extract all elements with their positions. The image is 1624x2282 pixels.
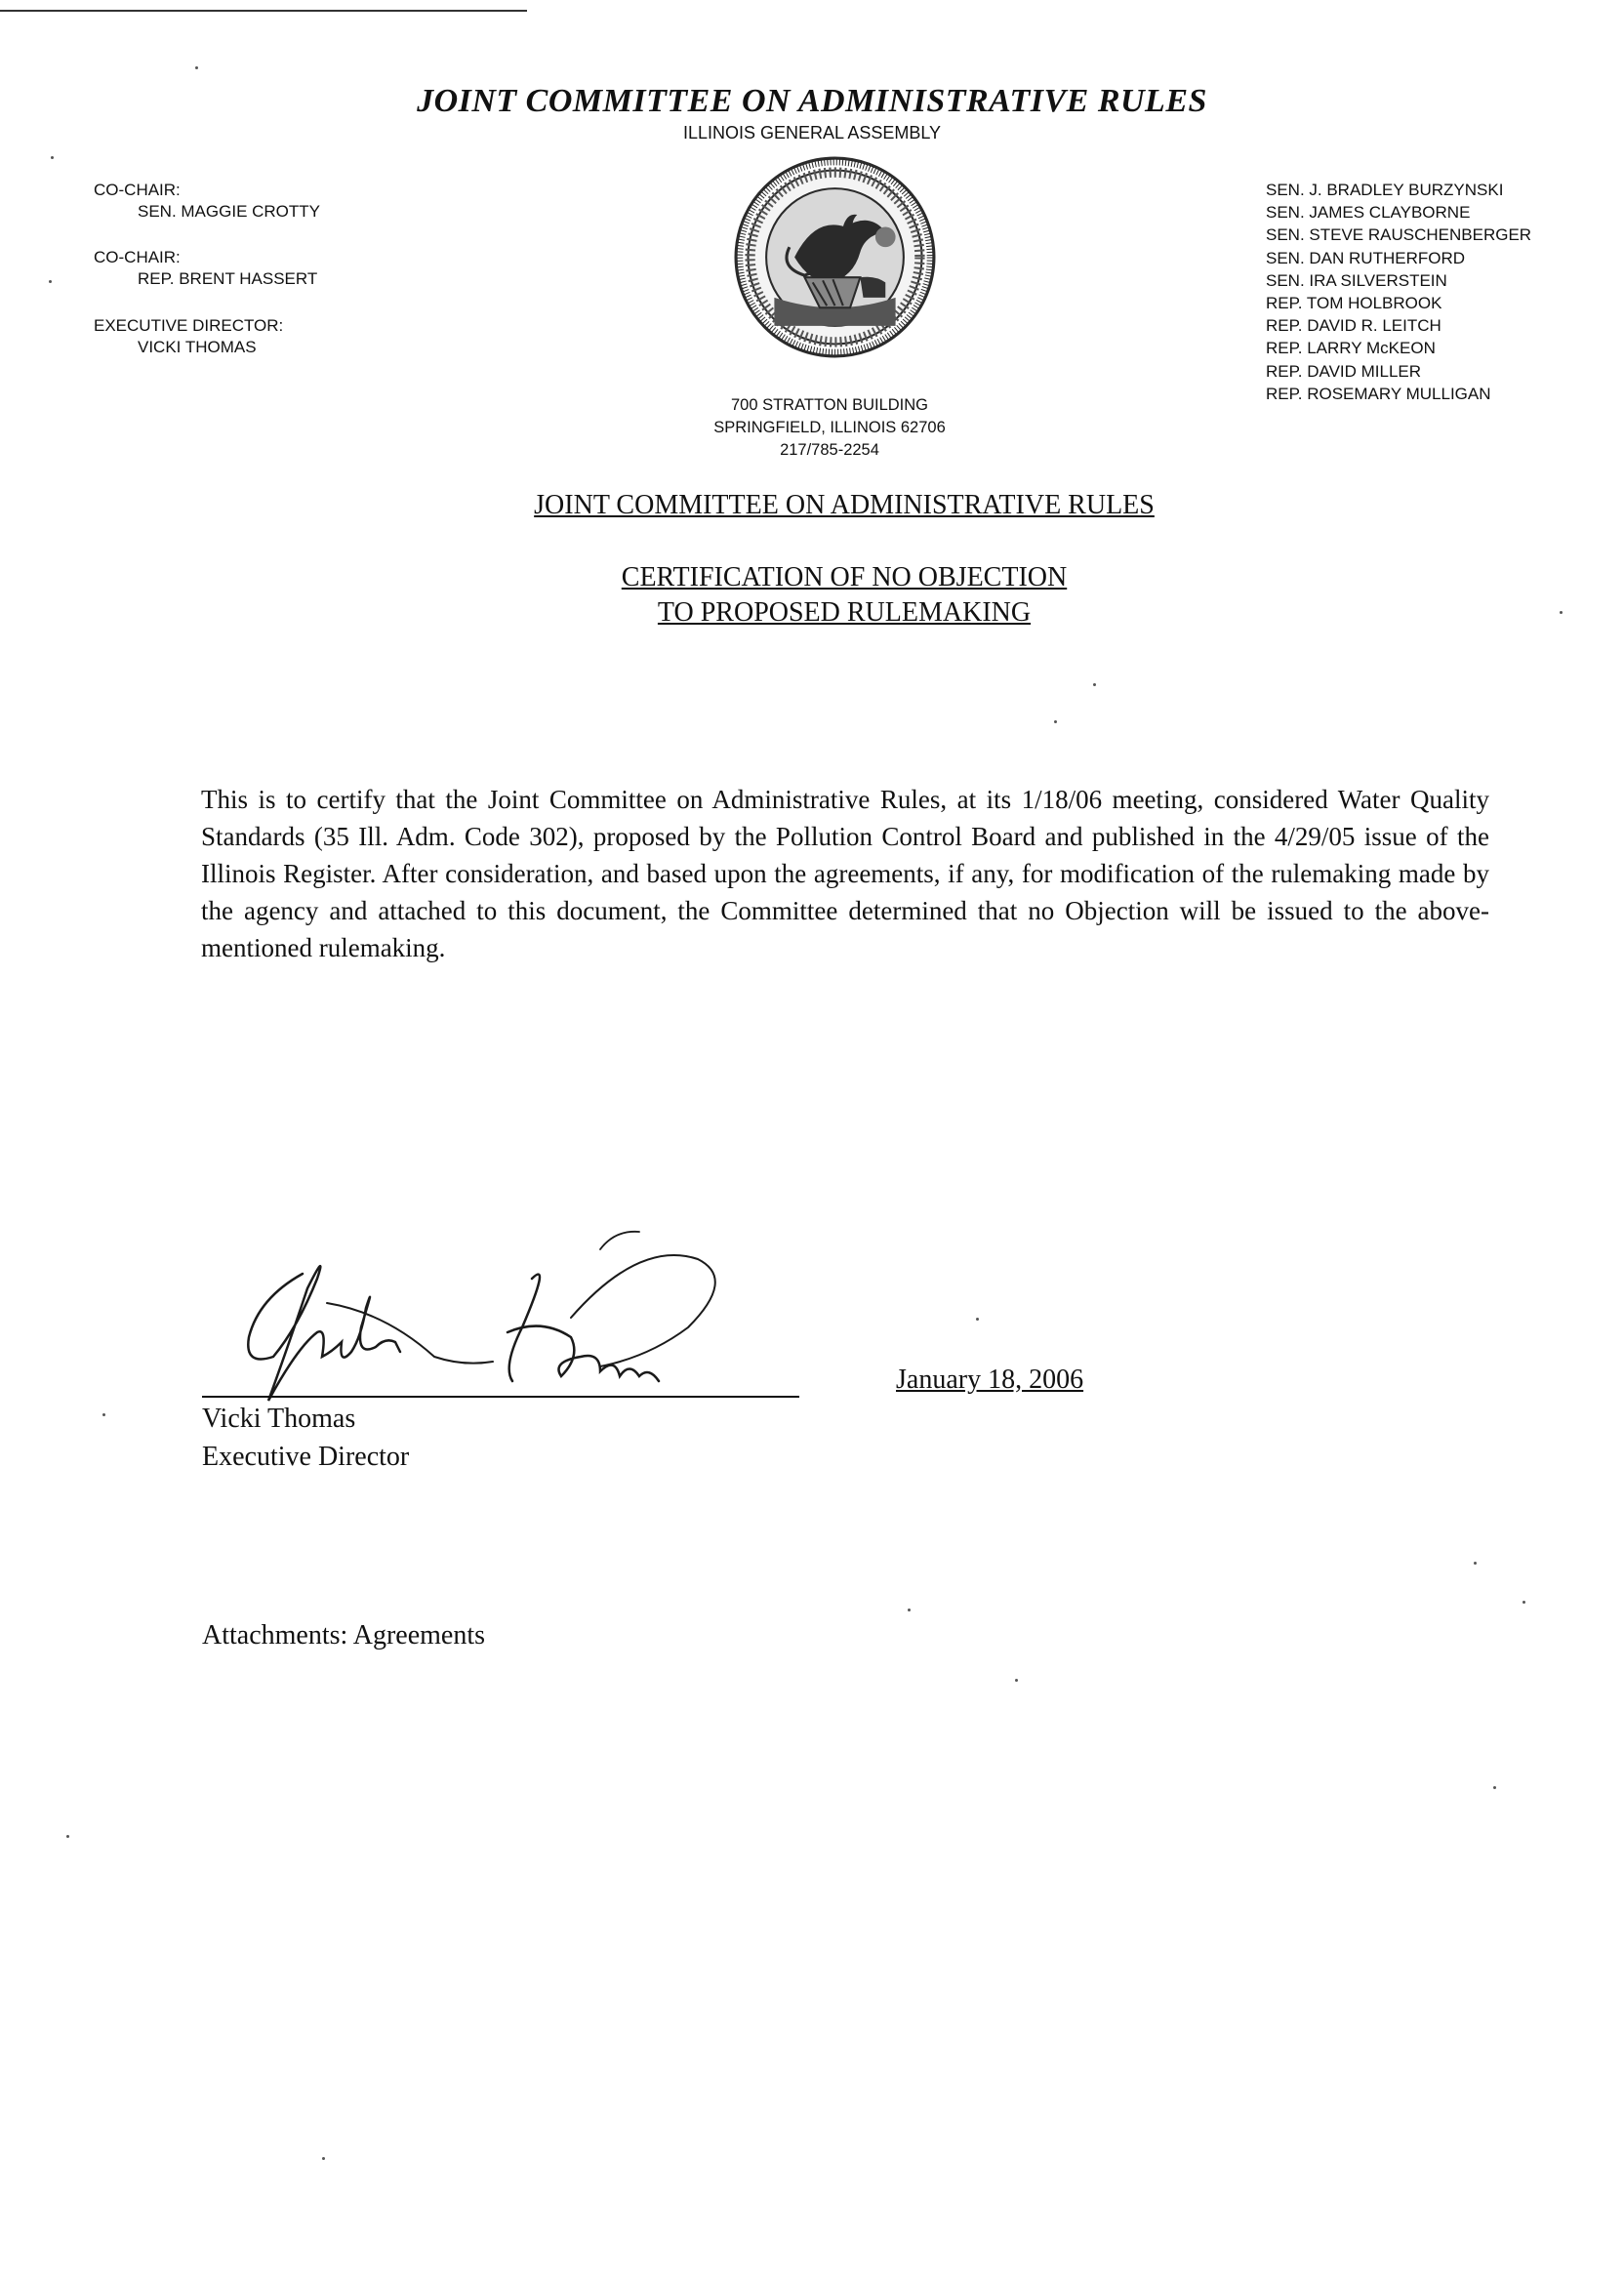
scan-speck bbox=[1054, 720, 1057, 723]
scan-speck bbox=[51, 156, 54, 159]
executive-director-name: VICKI THOMAS bbox=[138, 338, 257, 356]
scan-speck bbox=[1474, 1562, 1477, 1565]
member-list bbox=[1266, 179, 1531, 405]
signature-line bbox=[202, 1396, 799, 1398]
signatory-title: Executive Director bbox=[202, 1442, 410, 1472]
certification-title bbox=[0, 560, 1624, 631]
member-name: REP. LARRY McKEON bbox=[1266, 339, 1436, 358]
scan-speck bbox=[1093, 683, 1096, 686]
scan-speck bbox=[102, 1413, 105, 1416]
address-line: SPRINGFIELD, ILLINOIS 62706 bbox=[713, 419, 946, 436]
member-name: REP. TOM HOLBROOK bbox=[1266, 294, 1442, 313]
certification-body: This is to certify that the Joint Committee on Administrative Rules, at its 1/18/06 meeting, considered Water Quality Standards (35 Ill. Adm. Code 302), proposed by the Pollution Control Board and published in the 4/29/05 issue of the Illinois Register. After consideration, and based upon the agreements, if any, for modification of the rulemaking made by the agency and attached to this document, the Committee determined that no Objection will be issued to the above-mentioned rulemaking. bbox=[201, 785, 1489, 962]
attachments-note: Attachments: Agreements bbox=[202, 1620, 486, 1650]
signature-icon bbox=[229, 1220, 776, 1415]
scan-speck bbox=[1015, 1679, 1018, 1682]
committee-heading: JOINT COMMITTEE ON ADMINISTRATIVE RULES bbox=[534, 490, 1155, 520]
scan-speck bbox=[322, 2157, 325, 2160]
co-chair-1-label: CO-CHAIR: bbox=[94, 181, 181, 199]
signature-date: January 18, 2006 bbox=[896, 1365, 1084, 1395]
address-phone: 217/785-2254 bbox=[780, 441, 879, 459]
scan-speck bbox=[1493, 1786, 1496, 1789]
scan-speck bbox=[976, 1318, 979, 1321]
scan-speck bbox=[66, 1835, 69, 1838]
member-name: SEN. DAN RUTHERFORD bbox=[1266, 248, 1466, 267]
scan-speck bbox=[908, 1609, 911, 1611]
scan-speck bbox=[1522, 1601, 1525, 1604]
member-name: REP. DAVID MILLER bbox=[1266, 361, 1422, 381]
member-name: SEN. IRA SILVERSTEIN bbox=[1266, 270, 1447, 290]
letterhead-title: JOINT COMMITTEE ON ADMINISTRATIVE RULES bbox=[417, 83, 1207, 119]
member-name: SEN. JAMES CLAYBORNE bbox=[1266, 203, 1471, 223]
address-block bbox=[0, 394, 1624, 462]
illinois-state-seal-icon bbox=[734, 156, 936, 358]
scan-speck bbox=[1560, 611, 1563, 614]
member-name: SEN. STEVE RAUSCHENBERGER bbox=[1266, 225, 1532, 245]
letterhead-subtitle: ILLINOIS GENERAL ASSEMBLY bbox=[682, 123, 942, 143]
address-line: 700 STRATTON BUILDING bbox=[730, 396, 929, 414]
certification-title-line1: CERTIFICATION OF NO OBJECTION bbox=[621, 562, 1068, 592]
co-chair-1-name: SEN. MAGGIE CROTTY bbox=[138, 202, 321, 221]
certification-title-line2: TO PROPOSED RULEMAKING bbox=[657, 597, 1032, 628]
member-name: REP. DAVID R. LEITCH bbox=[1266, 316, 1441, 336]
signatory-name: Vicki Thomas bbox=[202, 1404, 356, 1434]
scan-speck bbox=[49, 280, 52, 283]
member-name: REP. ROSEMARY MULLIGAN bbox=[1266, 384, 1491, 403]
member-name: SEN. J. BRADLEY BURZYNSKI bbox=[1266, 181, 1504, 199]
executive-director-label: EXECUTIVE DIRECTOR: bbox=[94, 316, 284, 335]
co-chair-2-label: CO-CHAIR: bbox=[94, 248, 181, 266]
co-chair-1 bbox=[94, 180, 320, 223]
scan-top-rule bbox=[0, 10, 527, 12]
co-chair-2-name: REP. BRENT HASSERT bbox=[138, 269, 318, 288]
executive-director bbox=[94, 315, 283, 358]
co-chair-2 bbox=[94, 247, 317, 290]
scan-speck bbox=[195, 66, 198, 69]
